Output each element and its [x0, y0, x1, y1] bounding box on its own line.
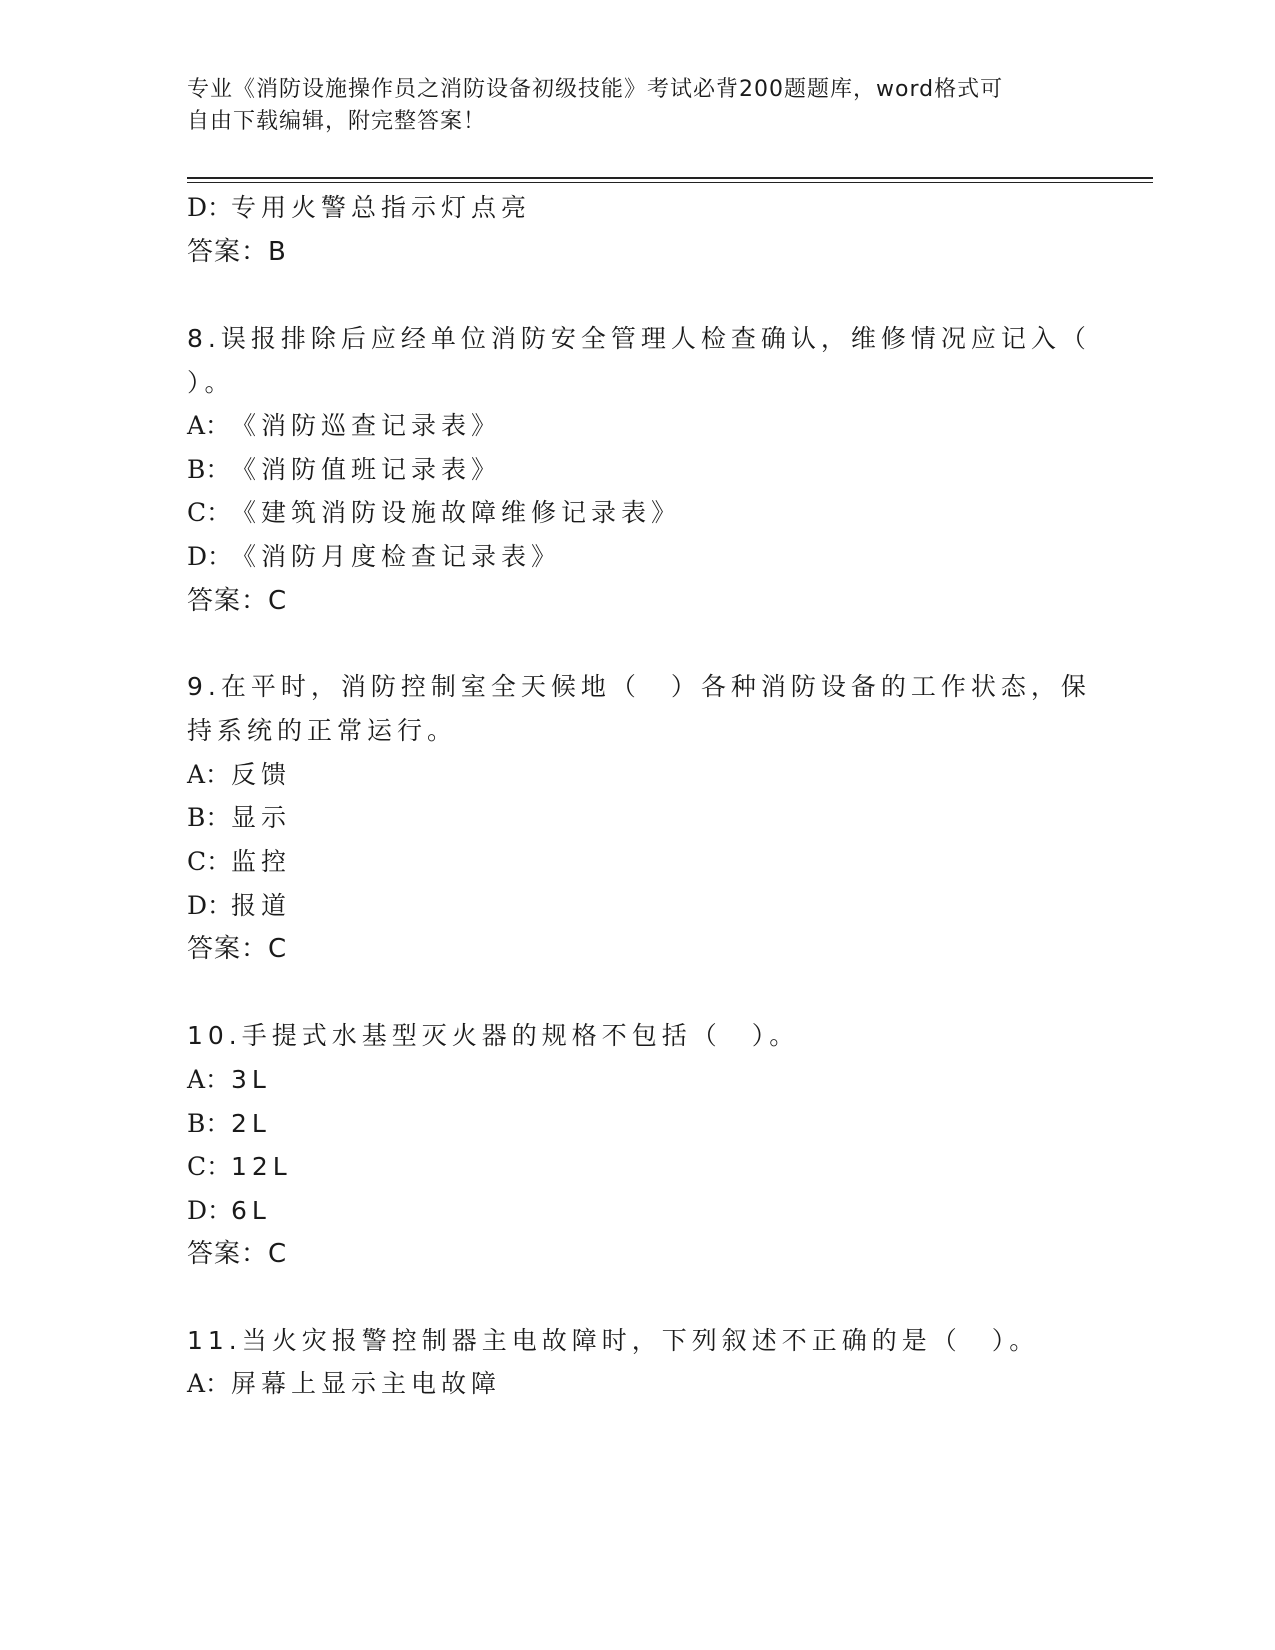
- option-letter: B：: [187, 1109, 231, 1138]
- option-letter: C：: [187, 847, 232, 876]
- q10-option-c: [187, 1151, 292, 1183]
- header-divider-thick: [187, 177, 1153, 179]
- option-text: 12L: [231, 1152, 292, 1181]
- option-letter: A：: [187, 411, 231, 440]
- q10-option-a: [187, 1064, 271, 1096]
- q8-stem-line-2: ）。: [187, 368, 235, 397]
- q10-answer: 答案：C: [187, 1239, 288, 1269]
- q7-answer: 答案：B: [187, 237, 287, 267]
- option-text: 《消防巡查记录表》: [231, 411, 502, 440]
- header-line-1: 专业《消防设施操作员之消防设备初级技能》考试必背200题题库，word格式可: [187, 77, 1004, 102]
- q9-option-b: [187, 802, 291, 834]
- option-letter: D：: [187, 891, 233, 920]
- option-letter: D：: [187, 542, 233, 571]
- q8-option-b: [187, 454, 501, 486]
- q8-option-a: [187, 410, 501, 442]
- q9-stem-line-1: 9.在平时，消防控制室全天候地（ ）各种消防设备的工作状态，保: [187, 672, 1091, 701]
- option-text: 显示: [231, 803, 292, 832]
- q8-option-d: [187, 541, 561, 573]
- option-text: 监控: [231, 847, 292, 876]
- option-letter: D：: [187, 193, 233, 222]
- option-letter: C：: [187, 1152, 232, 1181]
- option-text: 反馈: [231, 760, 292, 789]
- option-text: 《建筑消防设施故障维修记录表》: [231, 498, 682, 527]
- q10-option-b: [187, 1108, 271, 1140]
- option-text: 专用火警总指示灯点亮: [231, 193, 532, 222]
- option-letter: B：: [187, 803, 231, 832]
- q9-option-a: [187, 759, 291, 791]
- q9-answer: 答案：C: [187, 934, 288, 964]
- q10-stem-line-1: 10.手提式水基型灭火器的规格不包括（ ）。: [187, 1021, 800, 1050]
- option-text: 屏幕上显示主电故障: [231, 1369, 502, 1398]
- option-text: 6L: [231, 1196, 271, 1225]
- q10-option-d: [187, 1195, 271, 1227]
- document-header: [187, 74, 1067, 138]
- q7-option-d: [187, 192, 531, 224]
- option-letter: A：: [187, 1065, 231, 1094]
- option-text: 2L: [231, 1109, 271, 1138]
- option-letter: B：: [187, 455, 231, 484]
- q8-option-c: [187, 497, 681, 529]
- option-text: 《消防值班记录表》: [231, 455, 502, 484]
- option-text: 《消防月度检查记录表》: [231, 542, 562, 571]
- q8-stem-line-1: 8.误报排除后应经单位消防安全管理人检查确认，维修情况应记入（: [187, 324, 1091, 353]
- header-line-2: 自由下载编辑，附完整答案！: [187, 109, 487, 134]
- q9-stem-line-2: 持系统的正常运行。: [187, 716, 458, 745]
- option-letter: D：: [187, 1196, 233, 1225]
- option-text: 3L: [231, 1065, 271, 1094]
- option-letter: A：: [187, 760, 231, 789]
- q11-stem-line-1: 11.当火灾报警控制器主电故障时，下列叙述不正确的是（ ）。: [187, 1326, 1040, 1355]
- q11-option-a: [187, 1368, 501, 1400]
- q8-answer: 答案：C: [187, 586, 288, 616]
- option-text: 报道: [231, 891, 292, 920]
- option-letter: C：: [187, 498, 232, 527]
- option-letter: A：: [187, 1369, 231, 1398]
- q9-option-c: [187, 846, 291, 878]
- header-divider-thin: [187, 182, 1153, 183]
- q9-option-d: [187, 890, 291, 922]
